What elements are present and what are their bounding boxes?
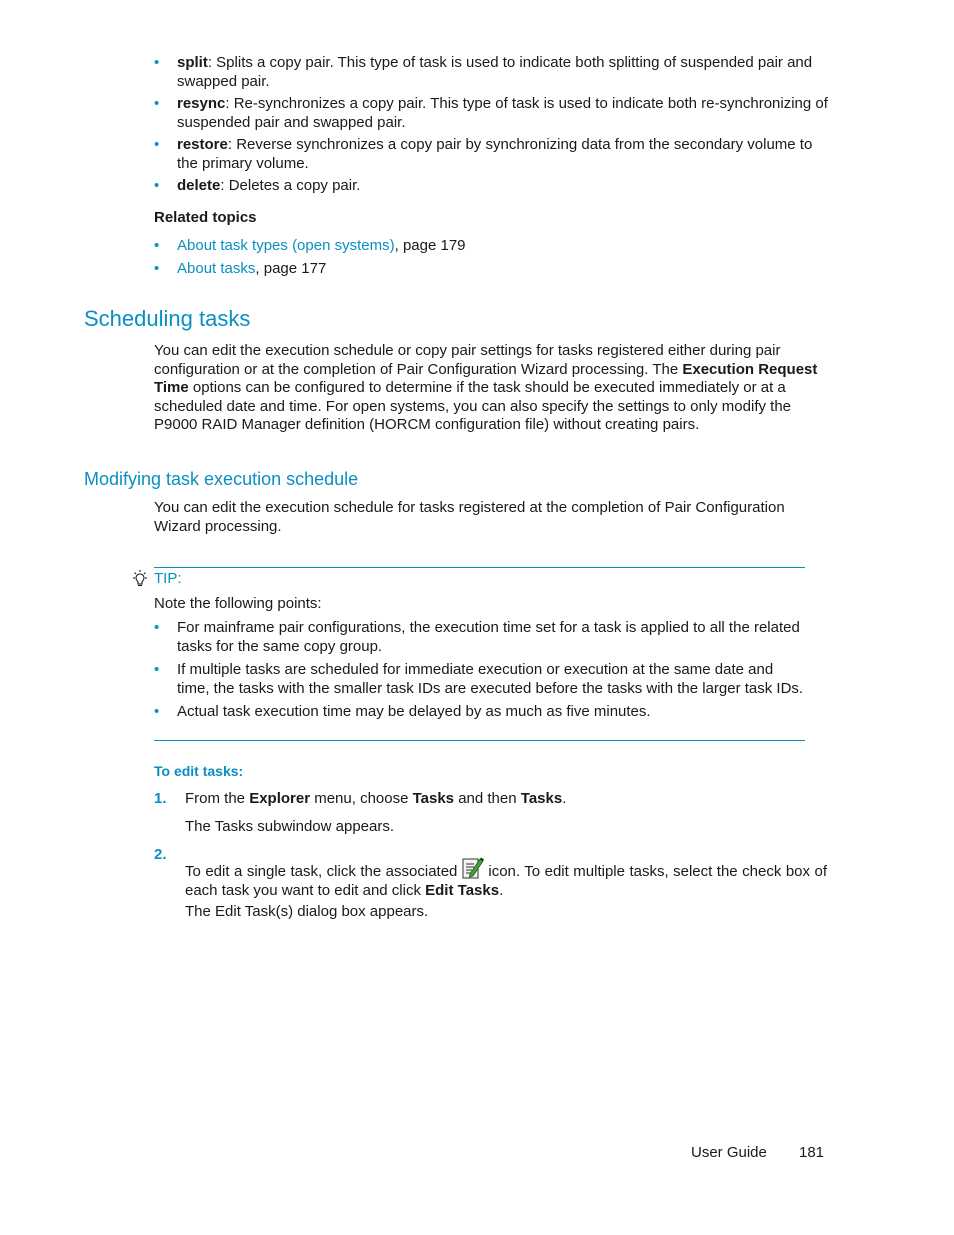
- tip-list: [154, 619, 804, 722]
- subsection-title: Modifying task execution schedule: [84, 469, 359, 489]
- step-result: The Edit Task(s) dialog box appears.: [185, 903, 429, 920]
- list-item: • About task types (open systems), page 179: [154, 237, 466, 254]
- related-topics-list: [154, 237, 828, 278]
- step-text: To edit a single task, click the associated icon. To edit multiple tasks, select the check box of each task you want to edit and click Edit Tasks.: [185, 856, 827, 900]
- list-item: • split: Splits a copy pair. This type of task is used to indicate both splitting of suspended pair and swapped pair.: [154, 54, 813, 90]
- step-number: 2.: [154, 846, 167, 863]
- bullet-icon: •: [154, 177, 160, 194]
- list-item: • About tasks, page 177: [154, 259, 327, 277]
- step-result: The Tasks subwindow appears.: [185, 818, 395, 835]
- footer-label: User Guide: [691, 1144, 767, 1161]
- bullet-icon: •: [154, 136, 160, 153]
- bullet-icon: •: [154, 259, 160, 277]
- list-item: • delete: Deletes a copy pair.: [154, 177, 361, 194]
- related-topics-heading: Related topics: [154, 209, 257, 226]
- edit-task-icon[interactable]: [462, 856, 484, 880]
- related-link-about-tasks[interactable]: About tasks: [177, 259, 256, 277]
- tip-bottom-rule: [154, 740, 805, 741]
- list-item: • restore: Reverse synchronizes a copy pair by synchronizing data from the secondary volume to the primary volume.: [154, 136, 813, 172]
- bullet-icon: •: [154, 54, 160, 71]
- bullet-icon: •: [154, 95, 160, 112]
- lightbulb-icon: [130, 569, 150, 595]
- step-number: 1.: [154, 790, 167, 807]
- list-item: • Actual task execution time may be delayed by as much as five minutes.: [154, 703, 651, 720]
- section-title: Scheduling tasks: [84, 306, 251, 331]
- subsection-paragraph: You can edit the execution schedule for tasks registered at the completion of Pair Configuration Wizard processing.: [154, 499, 785, 535]
- bullet-icon: •: [154, 237, 160, 254]
- bullet-icon: •: [154, 703, 160, 720]
- list-item: • If multiple tasks are scheduled for immediate execution or execution at the same date and time, the tasks with the smaller task IDs are executed before the tasks with the larger task IDs.: [154, 661, 804, 697]
- related-link-task-types[interactable]: About task types (open systems): [177, 237, 395, 254]
- page-number: 181: [799, 1144, 825, 1161]
- bullet-icon: •: [154, 661, 160, 678]
- command-list: [154, 54, 828, 196]
- bullet-icon: •: [154, 619, 160, 636]
- tip-intro: Note the following points:: [154, 595, 322, 612]
- list-item: • resync: Re-synchronizes a copy pair. This type of task is used to indicate both re-synchronizing of suspended pair and swapped pair.: [154, 95, 828, 131]
- section-paragraph: You can edit the execution schedule or copy pair settings for tasks registered either during pair configuration or at the completion of Pair Configuration Wizard processing. The Execution Request Time options can be configured to determine if the task should be executed immediately or at a scheduled date and time. For open systems, you can also specify the settings to only modify the P9000 RAID Manager definition (HORCM configuration file) without creating pairs.: [154, 342, 818, 433]
- tip-top-rule: [154, 567, 805, 568]
- step-text: From the Explorer menu, choose Tasks and then Tasks.: [185, 790, 567, 807]
- list-item: • For mainframe pair configurations, the execution time set for a task is applied to all the related tasks for the same copy group.: [154, 619, 800, 655]
- procedure-heading: To edit tasks:: [154, 763, 244, 779]
- tip-label: TIP:: [154, 570, 182, 587]
